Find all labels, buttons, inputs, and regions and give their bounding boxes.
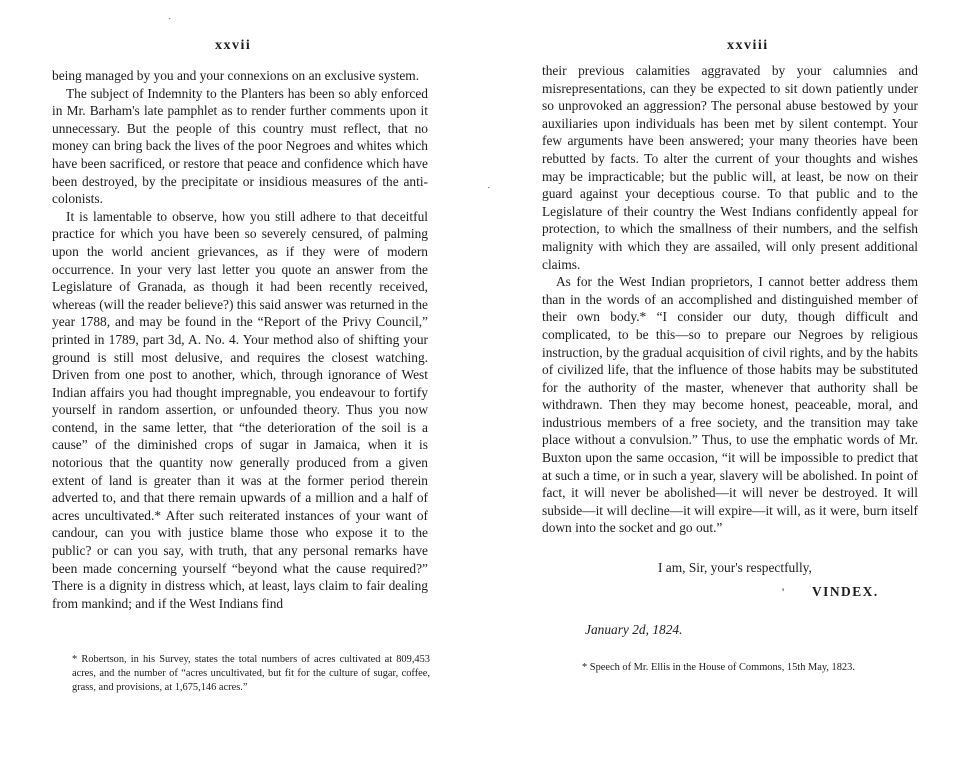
paragraph: The subject of Indemnity to the Planters has been so ably enforced in Mr. Barham's late pamphlet as to render further comments upon it unnecessary. But the people of this country must reflect, that no money can bring back the lives of the poor Negroes and whites which have been sacrificed, or restore that peace and confidence which have been destroyed, by the precipitate or insidious measures of the anti-colonists. [52, 85, 428, 207]
paragraph: It is lamentable to observe, how you still adhere to that deceitful practice for which you have been so severely censured, of palming upon the world ancient grievances, as if they were of modern occurrence. In your very last letter you quote an answer from the Legislature of Granada, as though it had been recently received, whereas (will the reader believe?) this said answer was returned in the year 1788, and may be found in the “Report of the Privy Council,” printed in 1789, part 3d, A. No. 4. Your method also of shifting your ground is still most delusive, and requires the closest watching. Driven from one post to another, which, through ignorance of West Indian affairs you had thought impregnable, you endeavour to fortify yourself in random assertion, or unfounded theory. Thus you now contend, in the same letter, that “the deterioration of the soil is a cause” of the diminished crops of sugar in Jamaica, when it is notorious that the quantity now generally produced from a given extent of land is greater than it was at the former period therein adverted to, and that there remain upwards of a million and a half of acres uncultivated.* After such reiterated instances of your want of candour, can you with justice blame those who expose it to the public? or can you say, with truth, that any personal remarks have been made concerning yourself “beyond what the cause required?” There is a dignity in distress which, at least, lays claim to fair dealing from mankind; and if the West Indians find [52, 208, 428, 611]
closing-salutation: I am, Sir, your's respectfully, [658, 560, 812, 575]
letter-date: January 2d, 1824. [585, 622, 683, 637]
left-page-body [52, 67, 428, 612]
right-page-body [542, 62, 918, 537]
paragraph: their previous calamities aggravated by your calumnies and misrepresentations, can they be expected to sit down patiently under so unprovoked an aggression? The personal abuse bestowed by your auxiliaries upon individuals has been met by silent contempt. Your few arguments have been answered; your many theories have been rebutted by facts. To alter the current of your thoughts and wishes may be impracticable; but the public will, at least, be now on their guard against your deceptious course. To that public and to the Legislature of their country the West Indians confidently appeal for protection, to which the smallness of their numbers, and the selfish malignity with which they are assailed, will only present additional claims. [542, 63, 918, 272]
paragraph: As for the West Indian proprietors, I cannot better address them than in the words of an accomplished and distinguished member of their own body.* “I consider our duty, though difficult and complicated, to be this—so to prepare our Negroes by religious instruction, by the gradual acquisition of civil rights, and by the habits of civilized life, that the influence of those habits may be substituted for the authority of the master, whenever that authority shall be withdrawn. Then they may become honest, peaceable, moral, and industrious members of a free society, and the transition may take place without a convulsion.” Thus, to use the emphatic words of Mr. Buxton upon the same occasion, “it will be impossible to predict that at such a time, or in such a year, slavery will be abolished. In point of fact, it will never be abolished—it will never be destroyed. It will subside—it will decline—it will expire—it will, as it were, burn itself down into the socket and go out.” [542, 274, 918, 536]
print-speck: ⋅ [168, 14, 172, 25]
left-page [0, 0, 470, 758]
paragraph: being managed by you and your connexions on an exclusive system. [52, 68, 420, 83]
signature: VINDEX. [812, 584, 879, 599]
print-speck: ⋅ [487, 183, 491, 194]
right-page [520, 0, 980, 758]
page-number-right: xxviii [727, 38, 769, 53]
footnote-left: * Robertson, in his Survey, states the total numbers of acres cultivated at 809,453 acres, and the number of “acres uncultivated, but fit for the culture of sugar, coffee, grass, and provisions, at 1,675,146 acres.” [72, 654, 430, 693]
page-number-left: xxvii [215, 38, 252, 53]
signature-mark: ' [782, 585, 785, 599]
footnote-right: * Speech of Mr. Ellis in the House of Commons, 15th May, 1823. [582, 662, 855, 673]
